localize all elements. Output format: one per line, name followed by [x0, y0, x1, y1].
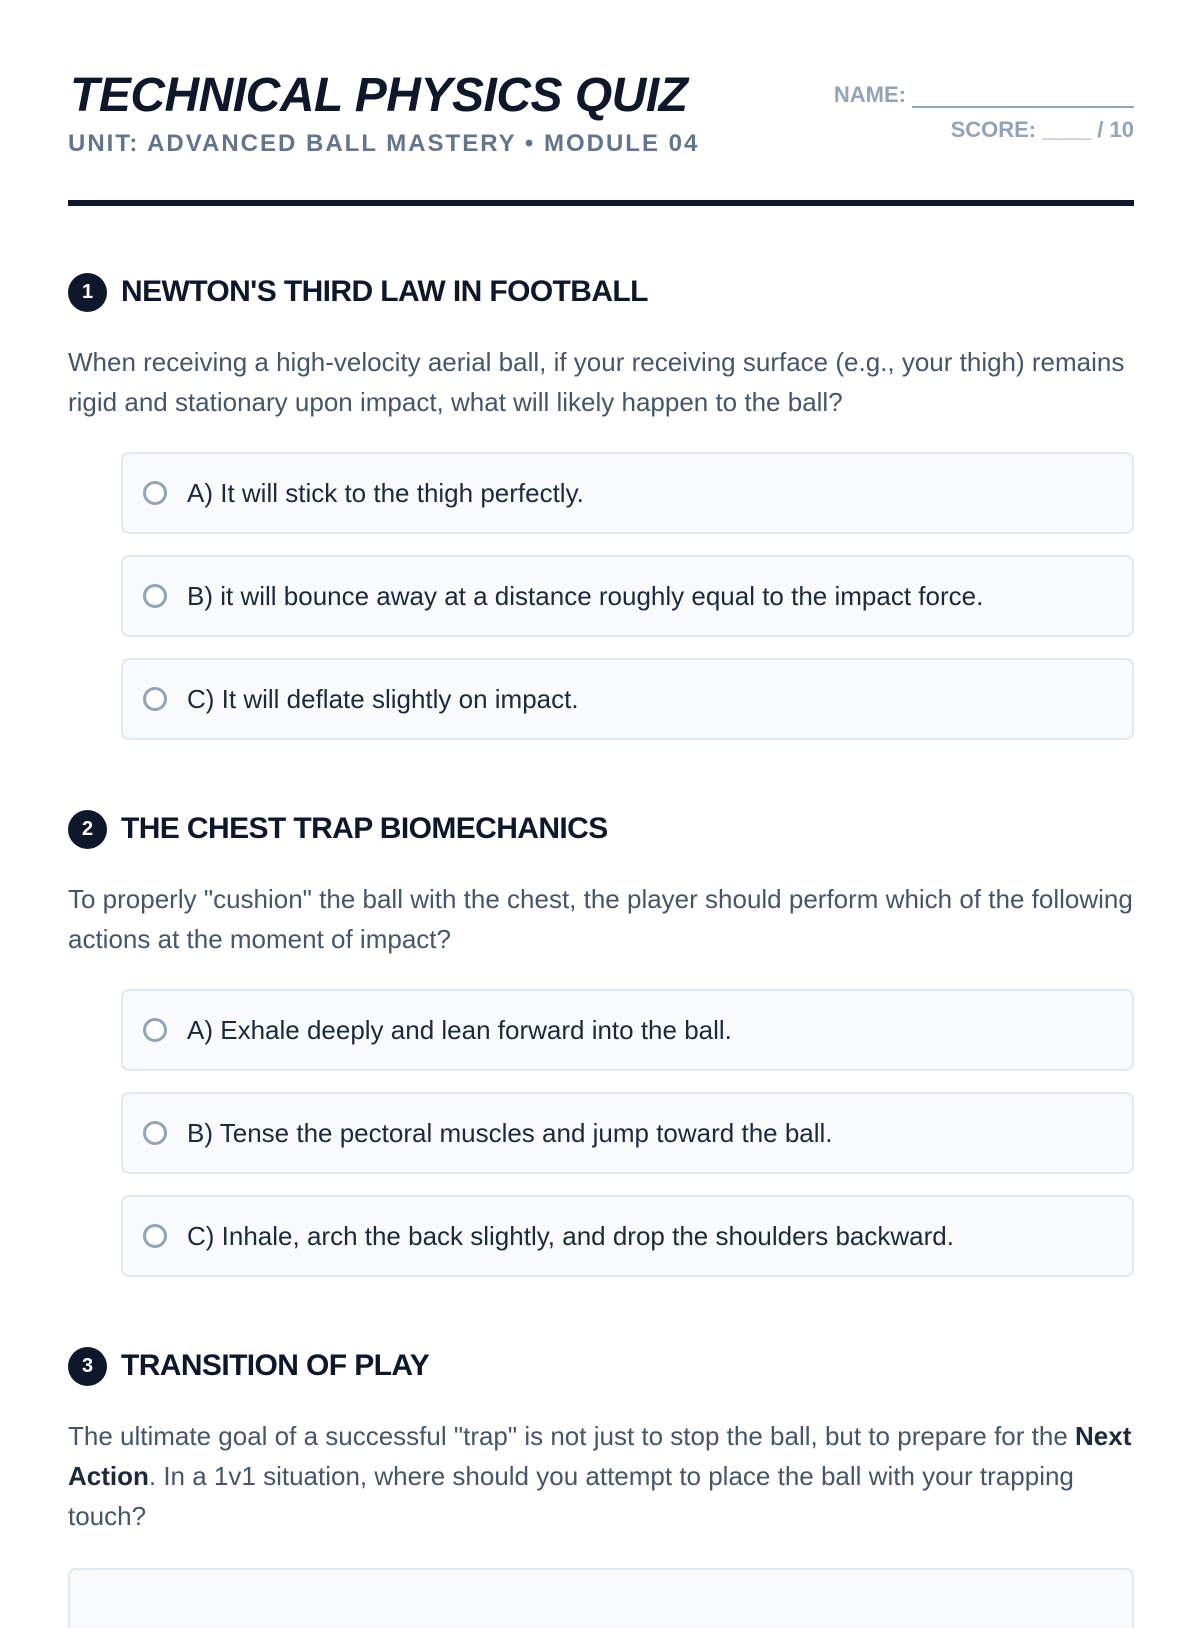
quiz-subtitle: UNIT: ADVANCED BALL MASTERY • MODULE 04	[68, 130, 700, 157]
answer-option-label: B) it will bounce away at a distance roughly equal to the impact force.	[187, 580, 984, 611]
answer-option-c[interactable]	[121, 1195, 1134, 1277]
question-text-part: The ultimate goal of a successful "trap" is not just to stop the ball, but to prepare for the	[68, 1421, 1076, 1451]
radio-button[interactable]	[143, 584, 167, 608]
answer-option-label: A) Exhale deeply and lean forward into the ball.	[187, 1014, 732, 1045]
question-2	[68, 809, 1134, 1298]
answer-option-label: C) It will deflate slightly on impact.	[187, 683, 579, 714]
question-text: When receiving a high-velocity aerial ball, if your receiving surface (e.g., your thigh) remains rigid and stationary upon impact, what will likely happen to the ball?	[68, 347, 1125, 417]
score-field: SCORE: ____ / 10	[950, 117, 1134, 142]
answer-option-label: C) Inhale, arch the back slightly, and drop the shoulders backward.	[187, 1220, 954, 1251]
name-blank-line	[912, 82, 1134, 108]
quiz-header	[68, 0, 1134, 208]
answer-option-b[interactable]	[121, 555, 1134, 637]
radio-button[interactable]	[143, 481, 167, 505]
question-text-part: . In a 1v1 situation, where should you attempt to place the ball with your trapping touch?	[68, 1461, 1074, 1531]
radio-button[interactable]	[143, 1018, 167, 1042]
question-text-emphasis: Next Action	[68, 1421, 1132, 1491]
question-title: NEWTON'S THIRD LAW IN FOOTBALL	[121, 275, 648, 308]
answer-options	[121, 452, 1134, 740]
question-title: THE CHEST TRAP BIOMECHANICS	[121, 812, 608, 845]
question-3	[68, 1346, 1134, 1536]
quiz-title: TECHNICAL PHYSICS QUIZ	[70, 69, 688, 122]
question-number-badge: 2	[68, 810, 107, 849]
question-text: To properly "cushion" the ball with the chest, the player should perform which of the following actions at the moment of impact?	[68, 884, 1133, 954]
name-label: NAME:	[833, 82, 906, 107]
answer-option-a[interactable]	[121, 452, 1134, 534]
name-field	[834, 82, 1134, 108]
radio-button[interactable]	[143, 1224, 167, 1248]
answer-option-b[interactable]	[121, 1092, 1134, 1174]
answer-option-label: B) Tense the pectoral muscles and jump toward the ball.	[187, 1117, 833, 1148]
question-header	[68, 1346, 1134, 1386]
question-number-badge: 1	[68, 273, 107, 312]
quiz-page	[68, 0, 1134, 1531]
question-header	[68, 809, 1134, 849]
answer-options	[121, 989, 1134, 1277]
radio-button[interactable]	[143, 1121, 167, 1145]
answer-option-a[interactable]	[121, 989, 1134, 1071]
question-text	[68, 1416, 1134, 1536]
answer-option-label: A) It will stick to the thigh perfectly.	[187, 477, 584, 508]
question-1	[68, 272, 1134, 761]
header-divider	[68, 200, 1134, 206]
answer-option-a[interactable]	[68, 1568, 1134, 1628]
question-header	[68, 272, 1134, 312]
question-title: TRANSITION OF PLAY	[121, 1349, 430, 1382]
answer-option-c[interactable]	[121, 658, 1134, 740]
radio-button[interactable]	[143, 687, 167, 711]
question-number-badge: 3	[68, 1347, 107, 1386]
